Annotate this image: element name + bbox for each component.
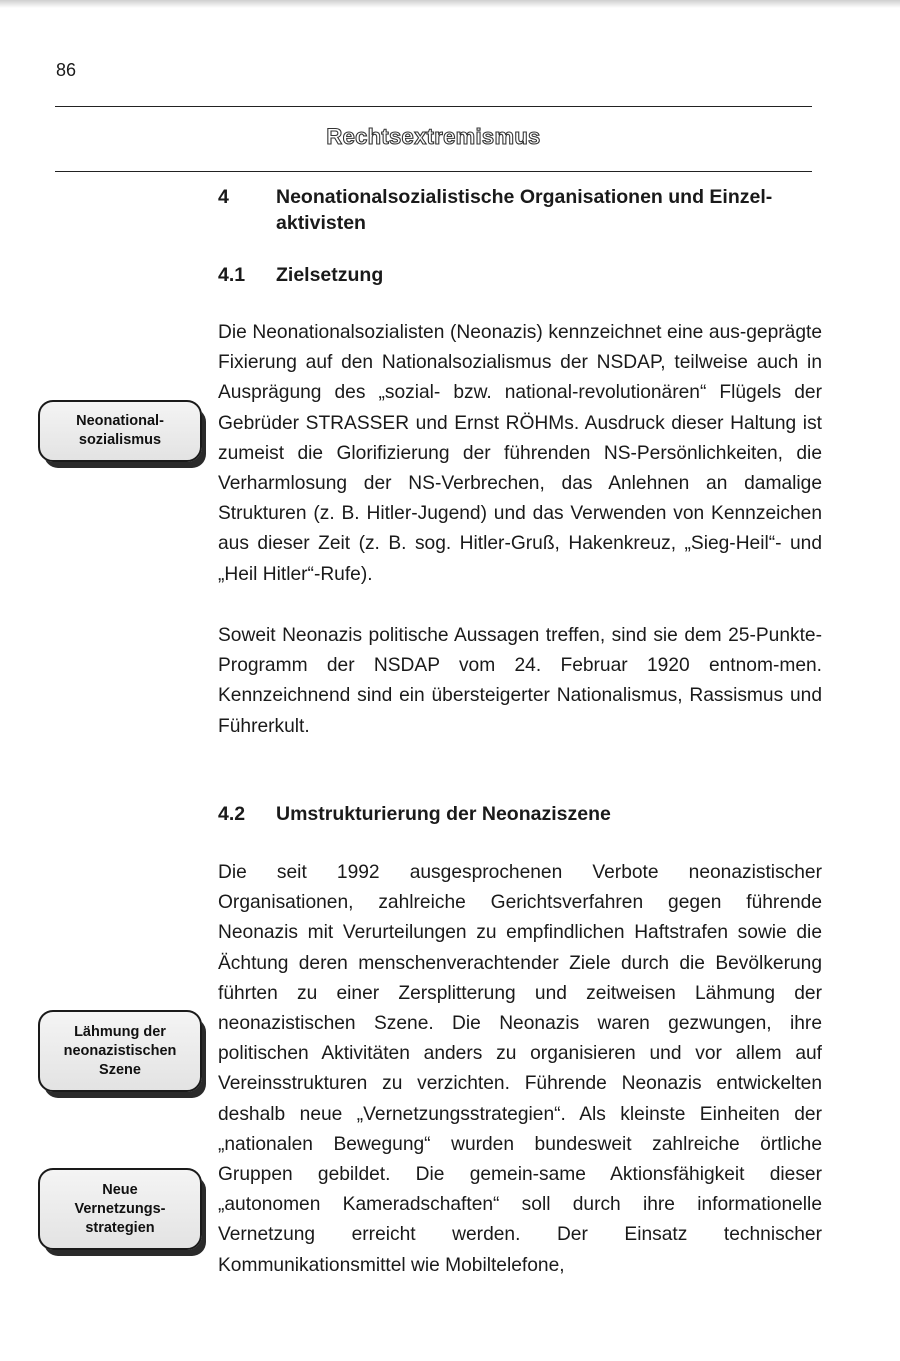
margin-note-line: Szene bbox=[99, 1061, 141, 1078]
header-rule-bottom bbox=[55, 171, 812, 172]
margin-note-line: Neue bbox=[102, 1181, 138, 1198]
scan-edge-shadow bbox=[0, 0, 900, 8]
margin-note-vernetzungsstrategien bbox=[38, 1168, 202, 1250]
section-4-title: Neonationalsozialistische Organisationen und Einzel-aktivisten bbox=[276, 186, 773, 234]
section-4-2-title: Umstrukturierung der Neonaziszene bbox=[276, 803, 611, 825]
running-head: Rechtsextremismus bbox=[326, 124, 541, 149]
paragraph-umstrukturierung: Die seit 1992 ausgesprochenen Verbote neonazistischer Organisationen, zahlreiche Gerichtsverfahren gegen führende Neonazis mit Verurteilungen zu empfindlichen Haftstrafen sowie die Ächtung deren menschenverachtender Ziele durch die Bevölkerung führten zu einer Zersplitterung und zeitweisen Lähmung der neonazistischen Szene. Die Neonazis waren gezwungen, ihre politischen Aktivitäten anders zu organisieren und vor allem auf Vereinsstrukturen zu verzichten. Führende Neonazis entwickelten deshalb neue „Vernetzungsstrategien“. Als kleinste Einheiten der „nationalen Bewegung“ wurden bundesweit zahlreiche örtliche Gruppen gebildet. Die gemein-same Aktionsfähigkeit dieser „autonomen Kameradschaften“ soll durch ihre informationelle Vernetzung erreicht werden. Der Einsatz technischer Kommunikationsmittel wie Mobiltelefone, bbox=[218, 862, 822, 1276]
margin-note-line: sozialismus bbox=[78, 432, 162, 448]
margin-note-line: neonazistischen bbox=[63, 1042, 177, 1059]
paragraph-zielsetzung: Die Neonationalsozialisten (Neonazis) kennzeichnet eine aus-geprägte Fixierung auf den Nationalsozialismus der NSDAP, teilweise auch in Ausprägung des „sozial- bzw. national-revolutionären“ Flügels der Gebrüder STRASSER und Ernst RÖHMs. Ausdruck dieser Haltung ist zumeist die Glorifizierung der führenden NS-Persönlichkeiten, die Verharmlosung der NS-Verbrechen, das Anlehnen an damalige Strukturen (z. B. Hitler-Jugend) und das Verwenden von Kennzeichen aus dieser Zeit (z. B. sog. Hitler-Gruß, Hakenkreuz, „Sieg-Heil“- und „Heil Hitler“-Rufe). bbox=[218, 322, 822, 585]
paragraph-programm: Soweit Neonazis politische Aussagen treffen, sind sie dem 25-Punkte-Programm der NSDAP vom 24. Februar 1920 entnom-men. Kennzeichnend sind ein übersteigerter Nationalismus, Rassismus und Führerkult. bbox=[218, 625, 822, 737]
margin-note-neonationalsozialismus bbox=[38, 400, 202, 462]
section-4-1-title: Zielsetzung bbox=[276, 264, 384, 286]
margin-note-line: Vernetzungs- bbox=[74, 1200, 166, 1217]
page-number: 86 bbox=[56, 60, 77, 80]
section-4-2-number: 4.2 bbox=[218, 803, 246, 825]
section-4-1-number: 4.1 bbox=[218, 264, 246, 286]
margin-note-line: Lähmung der bbox=[74, 1023, 166, 1040]
margin-note-line: Neonational- bbox=[76, 413, 164, 429]
margin-note-line: strategien bbox=[85, 1219, 155, 1236]
header-rule-top bbox=[55, 106, 812, 107]
margin-note-laehmung bbox=[38, 1010, 202, 1092]
section-4-number: 4 bbox=[218, 186, 229, 208]
